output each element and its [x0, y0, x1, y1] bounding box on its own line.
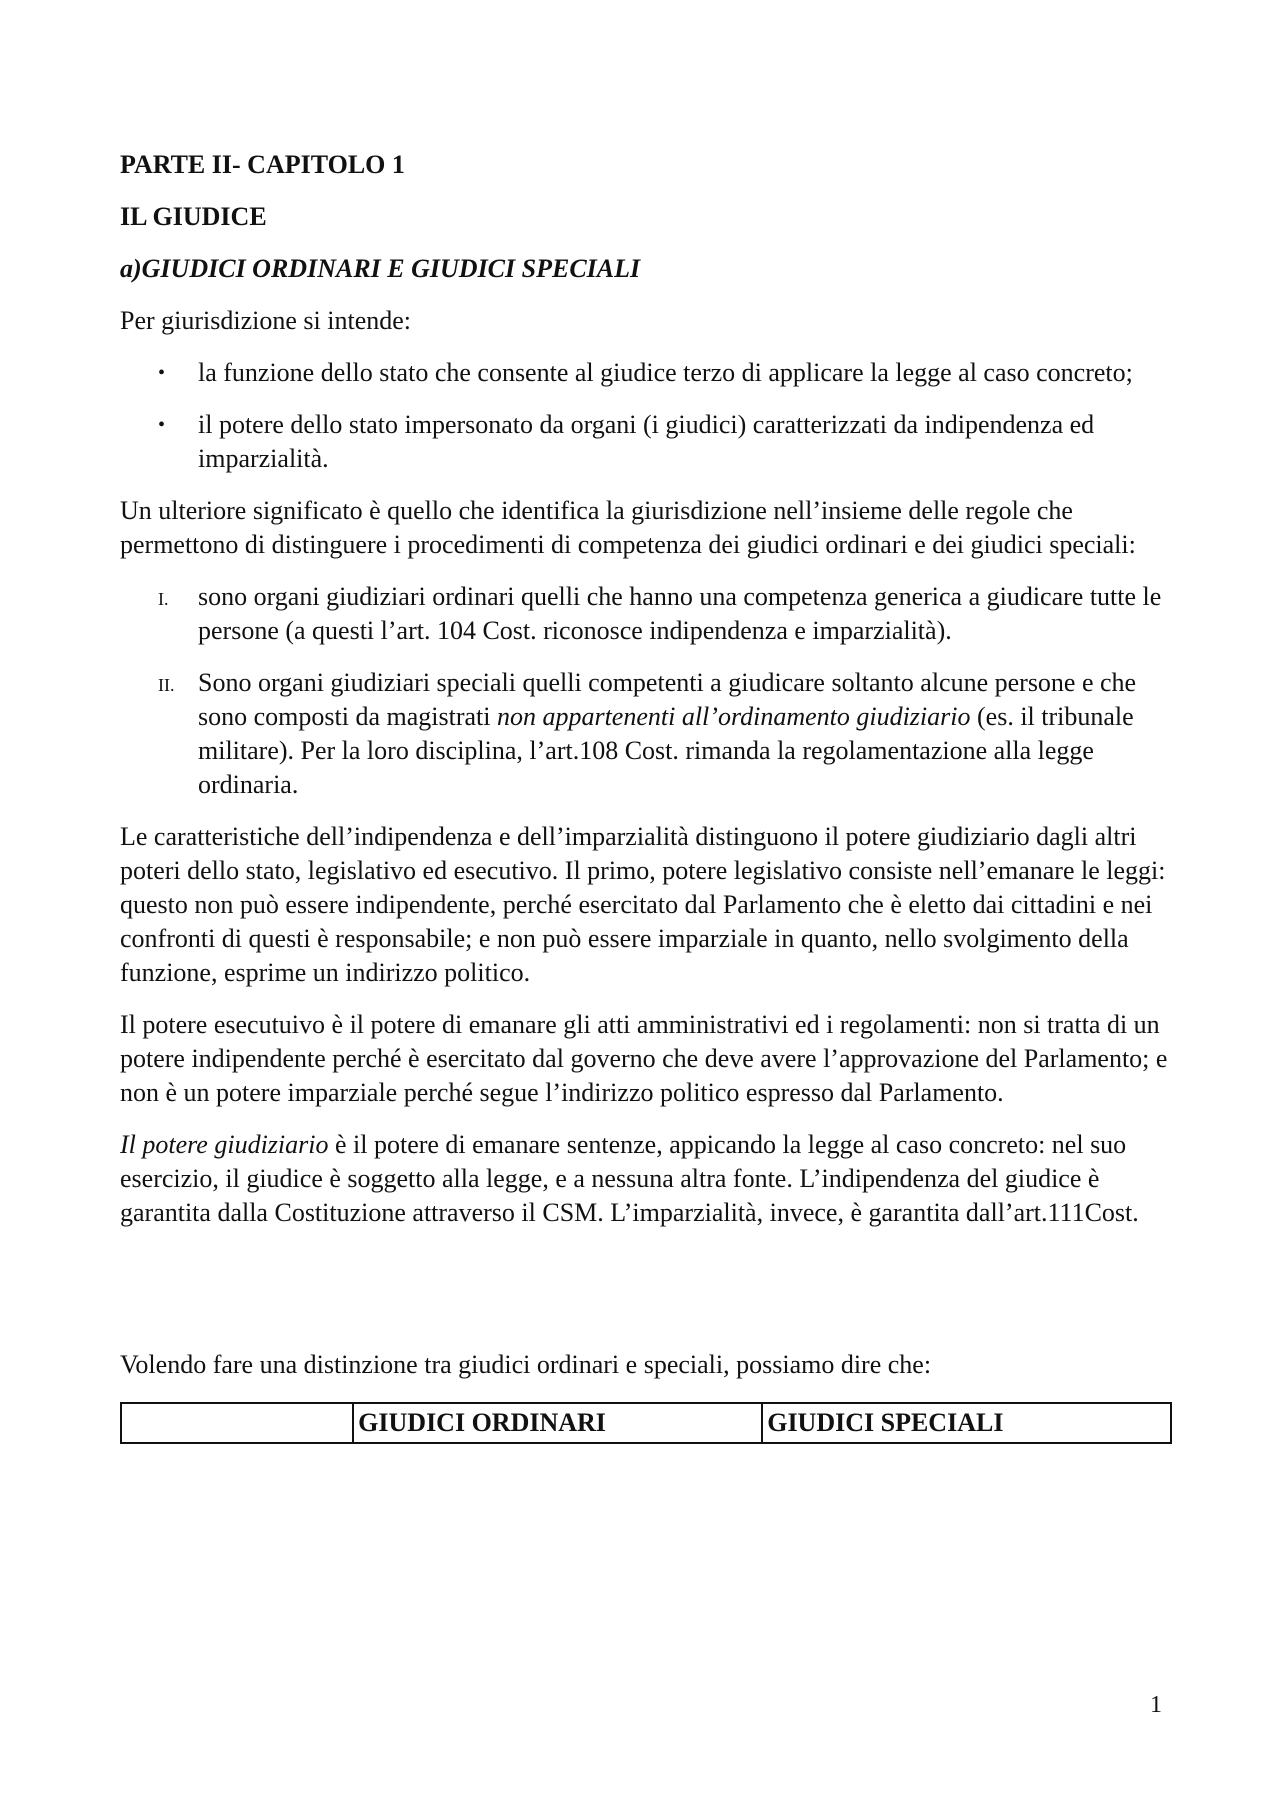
judicial-paragraph-text: è il potere di emanare sentenze, appicando la legge al caso concreto: nel suo esercizio, il giudice è soggetto alla legge, e a nessuna altra fonte. L’indipendenza del giudice è garantita dalla Costituzione attraverso il CSM. L’imparzialità, invece, è garantita dall’art.111Cost. [120, 1130, 1139, 1227]
table-row [121, 1403, 1171, 1443]
roman-marker: I. [158, 589, 169, 609]
comparison-intro: Volendo fare una distinzione tra giudici ordinari e speciali, possiamo dire che: [120, 1350, 932, 1379]
document-page [120, 148, 1180, 1444]
section-heading: a)GIUDICI ORDINARI E GIUDICI SPECIALI [120, 254, 641, 283]
roman-marker: II. [158, 675, 175, 695]
list-item [120, 356, 1180, 390]
list-item [120, 666, 1180, 802]
judicial-paragraph-italic: Il potere giudiziario [120, 1130, 329, 1159]
list-item-text-italic: non appartenenti all’ordinamento giudiziario [496, 702, 971, 731]
spacer [120, 1230, 1180, 1348]
table-header-special: GIUDICI SPECIALI [762, 1403, 1171, 1443]
bullet-icon: • [158, 414, 166, 436]
list-item-text-end: (es. il tribunale militare). Per la loro disciplina, l’art.108 Cost. rimanda la regolamentazione alla legge ordinaria. [198, 702, 1134, 799]
comparison-table [120, 1402, 1172, 1444]
page-number: 1 [1150, 1692, 1162, 1718]
list-item [120, 580, 1180, 648]
definition-list [120, 356, 1180, 476]
roman-list [120, 580, 1180, 802]
executive-paragraph: Il potere esecutuivo è il potere di emanare gli atti amministrativi ed i regolamenti: non si tratta di un potere indipendente perché è esercitato dal governo che deve avere l’approvazione del Parlamento; e non è un potere imparziale perché segue l’indirizzo politico espresso dal Parlamento. [120, 1010, 1168, 1107]
meaning-paragraph: Un ulteriore significato è quello che identifica la giurisdizione nell’insieme delle regole che permettono di distinguere i procedimenti di competenza dei giudici ordinari e dei giudici speciali: [120, 496, 1136, 559]
chapter-heading: IL GIUDICE [120, 202, 267, 231]
powers-paragraph: Le caratteristiche dell’indipendenza e dell’imparzialità distinguono il potere giudiziario dagli altri poteri dello stato, legislativo ed esecutivo. Il primo, potere legislativo consiste nell’emanare le leggi: questo non può essere indipendente, perché esercitato dal Parlamento che è eletto dai cittadini e nei confronti di questi è responsabile; e non può essere imparziale in quanto, nello svolgimento della funzione, esprime un indirizzo politico. [120, 822, 1166, 987]
list-item-text-start: Sono organi giudiziari speciali quelli competenti a giudicare soltanto alcune persone e che sono composti da magistrati [198, 668, 1137, 731]
intro-text: Per giurisdizione si intende: [120, 306, 412, 335]
list-item-text: sono organi giudiziari ordinari quelli che hanno una competenza generica a giudicare tutte le persone (a questi l’art. 104 Cost. riconosce indipendenza e imparzialità). [198, 582, 1162, 645]
bullet-icon: • [158, 362, 166, 384]
table-header-ordinary: GIUDICI ORDINARI [353, 1403, 762, 1443]
table-header-empty [121, 1403, 353, 1443]
list-item-text: la funzione dello stato che consente al giudice terzo di applicare la legge al caso concreto; [198, 358, 1133, 387]
judicial-paragraph [120, 1128, 1180, 1230]
list-item [120, 408, 1180, 476]
part-heading: PARTE II- CAPITOLO 1 [120, 150, 405, 179]
list-item-text: il potere dello stato impersonato da organi (i giudici) caratterizzati da indipendenza ed imparzialità. [198, 410, 1095, 473]
